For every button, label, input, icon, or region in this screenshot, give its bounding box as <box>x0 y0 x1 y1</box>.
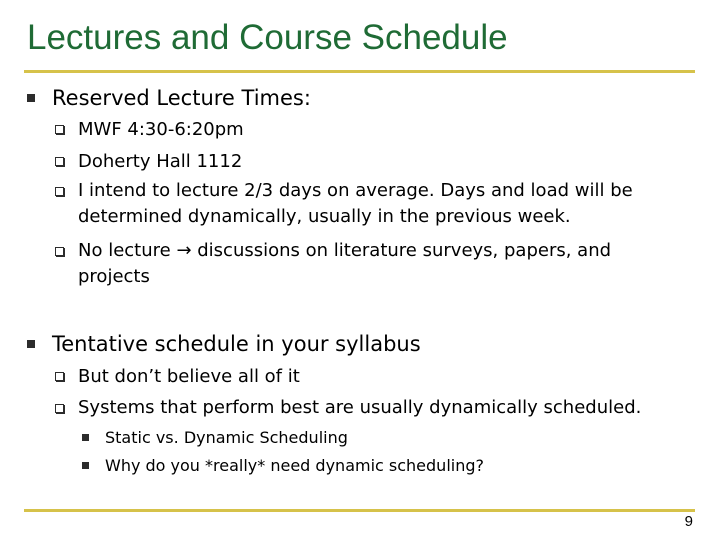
sub-bullet-no-lecture <box>78 238 611 290</box>
sub-bullet-lecture-frequency <box>78 178 633 230</box>
bullet-tentative-schedule: Tentative schedule in your syllabus <box>52 332 421 356</box>
square-bullet-icon <box>27 340 35 348</box>
sub-bullet-times: MWF 4:30-6:20pm <box>78 119 244 140</box>
sub-bullet-line: projects <box>78 266 150 287</box>
hollow-square-bullet-icon <box>55 187 64 196</box>
hollow-square-bullet-icon <box>55 247 64 256</box>
sub-bullet-line: I intend to lecture 2/3 days on average. Days and load will be <box>78 180 633 201</box>
sub-bullet-systems-perform-best: Systems that perform best are usually dynamically scheduled. <box>78 397 642 418</box>
sub-bullet-dont-believe: But don’t believe all of it <box>78 366 300 387</box>
footer-divider <box>24 509 695 512</box>
hollow-square-bullet-icon <box>55 125 64 134</box>
hollow-square-bullet-icon <box>55 372 64 381</box>
title-divider <box>24 70 695 73</box>
hollow-square-bullet-icon <box>55 404 64 413</box>
hollow-square-bullet-icon <box>55 157 64 166</box>
sub-bullet-line: No lecture → discussions on literature surveys, papers, and <box>78 240 612 261</box>
page-title: Lectures and Course Schedule <box>27 18 508 57</box>
bullet-reserved-lecture-times: Reserved Lecture Times: <box>52 86 311 110</box>
sub-sub-bullet-why-dynamic: Why do you *really* need dynamic scheduling? <box>105 456 484 475</box>
page-number: 9 <box>684 513 693 530</box>
square-bullet-icon <box>82 434 89 441</box>
sub-bullet-location: Doherty Hall 1112 <box>78 151 243 172</box>
sub-sub-bullet-static-vs-dynamic: Static vs. Dynamic Scheduling <box>105 428 348 447</box>
square-bullet-icon <box>82 462 89 469</box>
sub-bullet-line: determined dynamically, usually in the previous week. <box>78 206 571 227</box>
square-bullet-icon <box>27 94 35 102</box>
